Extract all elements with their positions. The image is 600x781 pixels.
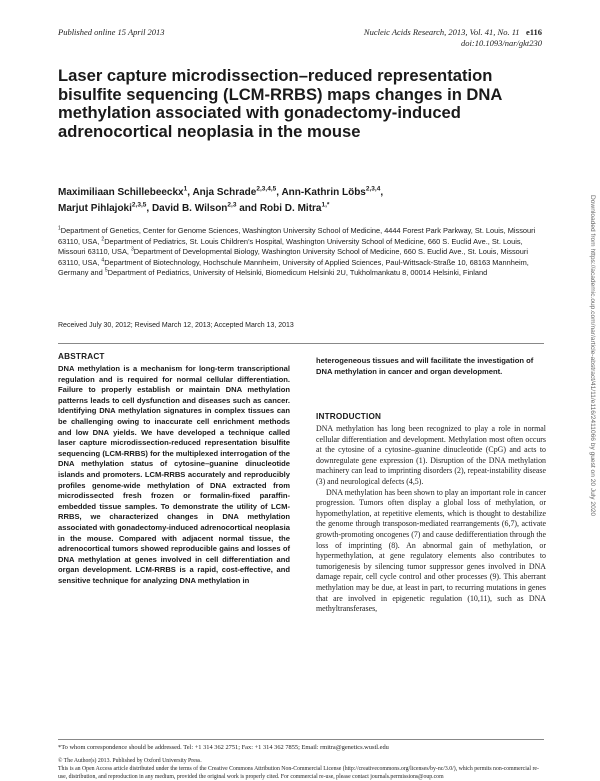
author: Robi D. Mitra$^{1,*}$ [259, 201, 330, 214]
article-title: Laser capture microdissection–reduced representation bisulfite sequencing (LCM-RRBS) maps changes in DNA methylation associated with gonadectomy-induced adrenocortical neoplasia in the mouse [58, 66, 502, 141]
author: Anja Schrade$^{2,3,4,5}$ [192, 185, 277, 198]
abstract-text: DNA methylation is a mechanism for long-term transcriptional regulation and is required for normal cellular differentiation. Failure to properly establish or maintain DNA methylation patterns leads to cell dysfunction and diseases such as cancer. Identifying DNA methylation signatures in complex tissues can be challenging owing to inaccurate cell enrichment methods and low DNA yields. We have developed a technique called laser capture microdissection-reduced representation bisulfite sequencing (LCM-RRBS) for the multiplexed interrogation of the DNA methylation status of cytosine–guanine dinucleotide islands and promoters. LCM-RRBS accurately and reproducibly profiles genome-wide methylation of DNA extracted from microdissected fresh frozen or formalin-fixed paraffin-embedded tissue samples. To demonstrate the utility of LCM-RRBS, we characterized changes in DNA methylation associated with gonadectomy-induced adrenocortical neoplasia in the mouse. Compared with adjacent normal tissue, the adrenocortical tumors showed reproducible gains and losses of DNA methylation at genes involved in cell differentiation and organ development. LCM-RRBS is a rapid, cost-effective, and sensitive technique for analyzing DNA methylation in [58, 364, 290, 585]
paragraph: DNA methylation has long been recognized to play a role in normal cellular differentiation and development. Methylation most often occurs at the cytosine of a cytosine–guanine dinucleotide (CpG) and acts to downregulate gene expression (1). Disruption of the DNA methylation machinery can lead to imprinting disorders (2), repeat-instability disease (3) and neurological defects (4,5). [316, 424, 546, 486]
author: Marjut Pihlajoki$^{2,3,5}$ [58, 201, 147, 214]
author-list: Maximiliaan Schillebeeckx$^1$, Anja Schrade$^{2,3,4,5}$, Ann-Kathrin Löbs$^{2,3,4}$, Marjut Pihlajoki$^{2,3,5}$, David B. Wilson$^{2,3}$ and Robi D. Mitra$^{1,*}$ [58, 185, 384, 214]
license-note [58, 757, 548, 781]
author: Maximiliaan Schillebeeckx$^1$ [58, 185, 188, 198]
author: David B. Wilson$^{2,3}$ [151, 201, 237, 214]
journal-citation: Nucleic Acids Research, 2013, Vol. 41, No. 11 [363, 27, 520, 37]
copyright: © The Author(s) 2013. Published by Oxford University Press. [58, 758, 202, 764]
download-stamp-text: Downloaded from https://academic.oup.com/nar/article-abstract/41/11/e116/2411066 by guest on 20 July 2020 [589, 195, 596, 517]
published-date: Published online 15 April 2013 [58, 27, 165, 37]
footnote-divider [58, 739, 544, 740]
correspondence-footnote: *To whom correspondence should be addressed. Tel: +1 314 362 2751; Fax: +1 314 362 7855; Email: rmitra@genetics.wustl.edu [58, 744, 389, 751]
abstract-text-continued: heterogeneous tissues and will facilitate the investigation of DNA methylation in cancer and organ development. [316, 356, 534, 376]
doi[interactable]: doi:10.1093/nar/gkt230 [461, 38, 542, 48]
author: Ann-Kathrin Löbs$^{2,3,4}$ [281, 185, 381, 198]
abstract-heading: ABSTRACT [58, 352, 105, 361]
divider [58, 343, 544, 344]
introduction-text [316, 424, 546, 615]
received-dates: Received July 30, 2012; Revised March 12, 2013; Accepted March 13, 2013 [58, 322, 294, 329]
journal-header [364, 27, 542, 49]
download-stamp [588, 195, 596, 715]
license-text: This is an Open Access article distributed under the terms of the Creative Commons Attribution Non-Commercial License (http://creativecommons.org/licenses/by-nc/3.0/), which permits non-commercial re-use, distribution, and reproduction in any medium, provided the original work is properly cited. For commercial re-use, please contact journals.permissions@oup.com [58, 766, 539, 780]
affiliations: $^1$Department of Genetics, Center for Genome Sciences, Washington University School of Medicine, 4444 Forest Park Parkway, St. Louis, Missouri 63110, USA, $^2$Department of Pediatrics, St. Louis Children’s Hospital, Washington University School of Medicine, 660 S. Euclid Ave., St. Louis, Missouri 63110, USA, $^3$Department of Developmental Biology, Washington University School of Medicine, 660 S. Euclid Ave., St. Louis, Missouri 63110, USA, $^4$Department of Biotechnology, Hochschule Mannheim, University of Applied Sciences, Paul-Wittsack-Straße 10, 68163 Mannheim, Germany and $^5$Department of Pediatrics, University of Helsinki, Biomedicum Helsinki 2U, Tukholmankatu 8, 00014 Helsinki, Finland [58, 225, 536, 278]
article-id: e116 [525, 27, 542, 37]
paragraph: DNA methylation has been shown to play an important role in cancer progression. Tumors often display a global loss of methylation, or hypomethylation, at repetitive elements, which is thought to destabilize the genome through transposon-mediated rearrangements (6,7), activate growth-promoting oncogenes (7) and cause dedifferentiation through the loss of imprinting (8). An abnormal gain of methylation, or hypermethylation, at gene regulatory elements also contributes to tumorigenesis by silencing tumor suppressor genes involved in DNA damage repair, cell cycle control and other processes (9). This aberrant methylation may be due, at least in part, to recurring mutations in genes that are involved in epigenetic regulation (10,11), such as DNA methyltransferases, [316, 487, 546, 614]
introduction-heading: INTRODUCTION [316, 412, 382, 421]
